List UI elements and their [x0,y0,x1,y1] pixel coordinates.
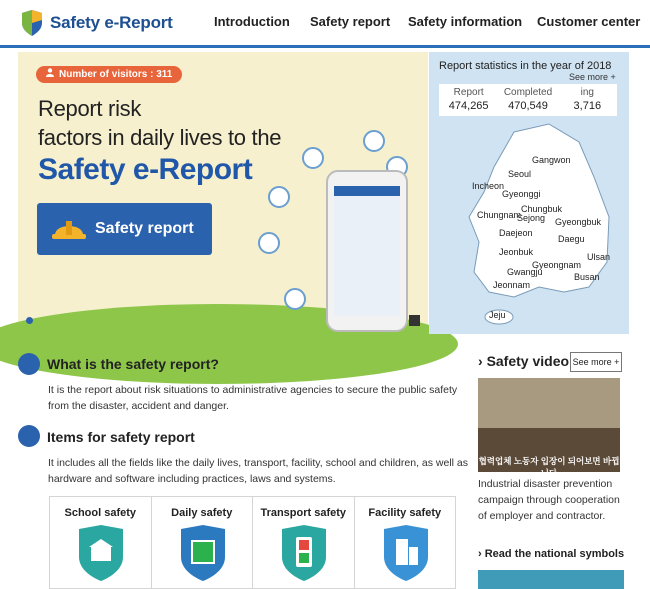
headline-line-2: factors in daily lives to the [38,125,282,150]
region-sejong[interactable]: Sejong [517,213,546,223]
national-symbols-title[interactable] [478,548,624,560]
safety-category-cards [49,496,456,589]
region-incheon[interactable]: Incheon [472,181,505,191]
falling-rock-icon [258,232,280,254]
region-gyeongbuk[interactable]: Gyeongbuk [555,217,602,227]
banner-headline [38,94,281,152]
top-header [0,0,650,48]
safety-video-description: Industrial disaster prevention campaign through cooperation of employer and contractor. [478,478,620,522]
stat-value: 3,716 [573,100,602,112]
visitor-count-text: Number of visitors : 311 [59,69,173,80]
items-for-safety-report-title: Items for safety report [47,429,195,445]
stat-ing [558,84,617,116]
region-daegu[interactable]: Daegu [558,234,585,244]
stats-see-more-link[interactable]: See more + [569,72,616,82]
card-school-safety[interactable] [50,497,152,588]
safety-video-thumbnail[interactable] [478,378,620,478]
region-gyeonggi[interactable]: Gyeonggi [502,189,541,199]
report-info-icon [18,353,40,375]
national-symbols-banner[interactable] [478,570,624,589]
chevron-right-icon: › [478,548,482,560]
nav-safety-report[interactable]: Safety report [310,14,391,29]
headline-line-1: Report risk [38,96,142,121]
stat-label: ing [580,87,594,98]
national-symbols-title-text: Read the national symbols [484,548,625,560]
region-ulsan[interactable]: Ulsan [587,252,611,262]
region-jeju[interactable]: Jeju [489,310,506,320]
hardhat-icon [51,215,87,241]
card-label: School safety [64,507,137,519]
region-gangwon[interactable]: Gangwon [532,155,571,165]
card-label: Daily safety [171,507,233,519]
report-statistics-panel [429,52,629,334]
stat-completed [498,84,557,116]
what-is-safety-report-title: What is the safety report? [47,356,219,372]
region-chungbuk[interactable]: Chungbuk [521,204,563,214]
visitor-count-badge [36,66,182,83]
smartphone-illustration [326,170,408,332]
safety-video-title [478,353,569,369]
stat-value: 474,265 [448,100,489,112]
report-items-icon [18,425,40,447]
region-daejeon[interactable]: Daejeon [499,228,533,238]
card-facility-safety[interactable] [355,497,456,588]
emergency-exit-icon [179,525,227,581]
road-icon [284,288,306,310]
pause-button[interactable] [409,315,420,326]
region-busan[interactable]: Busan [574,272,600,282]
logo-text: Safety e-Report [50,13,173,32]
slide-indicator[interactable] [26,317,33,324]
region-jeonnam[interactable]: Jeonnam [493,280,531,290]
nav-customer-center[interactable]: Customer center [537,14,641,29]
traffic-light-icon [363,130,385,152]
chevron-right-icon: › [478,353,483,369]
shield-logo-icon [20,10,44,36]
region-chungnam[interactable]: Chungnam [477,210,522,220]
video-caption: 협력업체 노동자 입장이 되어보면 바뀝니다 [478,456,620,478]
safety-video-see-more-button[interactable]: See more + [570,352,622,372]
stat-label: Report [453,87,484,98]
card-label: Facility safety [368,507,442,519]
main-banner [18,52,428,334]
what-is-safety-report-text: It is the report about risk situations to administrative agencies to secure the public safety from the disaster, accident and danger. [48,384,458,412]
region-seoul[interactable]: Seoul [508,169,532,179]
phone-screen [334,186,400,316]
stat-value: 470,549 [508,100,548,112]
power-tower-icon [302,147,324,169]
pedestrian-signal-icon [280,525,328,581]
safety-report-button-label: Safety report [95,220,194,237]
card-transport-safety[interactable] [253,497,355,588]
safety-report-button[interactable] [37,203,212,255]
video-background [478,378,620,428]
region-jeonbuk[interactable]: Jeonbuk [499,247,534,257]
nav-introduction[interactable]: Introduction [214,14,290,29]
region-gwangju[interactable]: Gwangju [507,267,543,277]
stats-title: Report statistics in the year of 2018 [439,60,612,72]
items-for-safety-report-text: It includes all the fields like the daily lives, transport, facility, school and children, as well as hardware and software including practices, laws and systems. [48,457,469,485]
site-logo[interactable] [20,10,173,36]
safety-video-title-text: Safety video [486,353,570,369]
stat-report [439,84,498,116]
card-label: Transport safety [260,507,347,519]
region-gyeongnam[interactable]: Gyeongnam [532,260,582,270]
stats-table [439,84,617,116]
school-icon [77,525,125,581]
building-icon [268,186,290,208]
phone-app-bar [334,186,400,196]
building-facility-icon [382,525,430,581]
person-icon [46,66,54,75]
headline-brand: Safety e-Report [38,153,253,186]
nav-safety-information[interactable]: Safety information [408,14,523,29]
stat-label: Completed [503,87,553,98]
card-daily-safety[interactable] [152,497,254,588]
